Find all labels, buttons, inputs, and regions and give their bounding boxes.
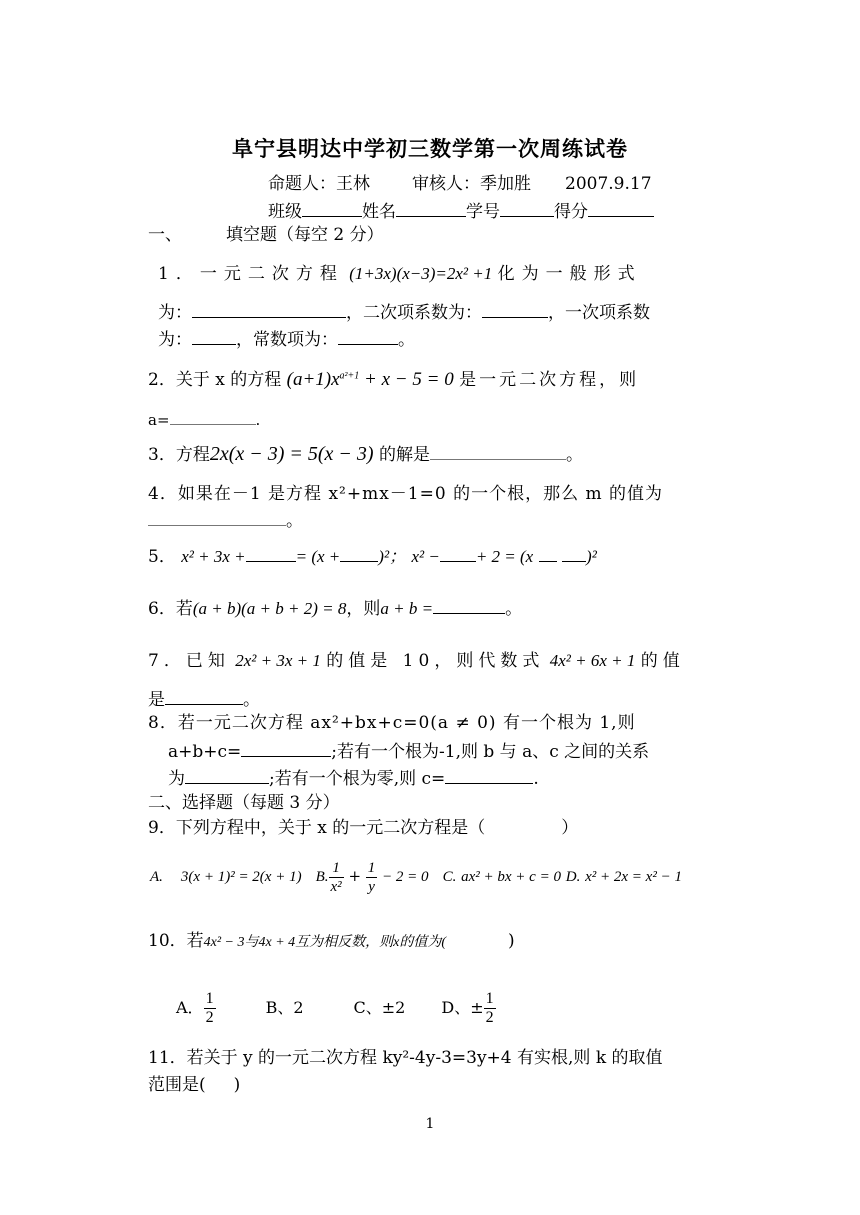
question-2-line-2: a= . [148,408,260,431]
blank-quadratic-coef [482,301,548,318]
question-10-stem: 10．若4x² − 3与4x + 4互为相反数，则x的值为( ) [148,931,515,951]
blank-a-value [170,408,256,425]
section-2-heading: 二、选择题（每题 3 分） [148,793,340,813]
author: 命题人：王林 [268,174,370,194]
question-6: 6．若(a + b)(a + b + 2) = 8，则a + b = 。 [148,599,523,619]
number-blank [500,200,554,217]
name-label: 姓名 [362,202,396,222]
option-b-fraction-2: $\frac{1}{y}$ [367,859,376,895]
class-blank [302,200,362,217]
option-b-fraction-1: $\frac{1}{\text{x²}}$ [330,859,342,895]
question-7-line-2: 是 。 [148,690,260,710]
option-d: x² + 2x = x² − 1 [585,869,682,885]
score-label: 得分 [554,202,588,222]
question-4-line-1: 4．如果在－1 是方程 x²+mx－1=0 的一个根，那么 m 的值为 [148,484,664,504]
blank-solution [430,443,566,460]
page-title: 阜宁县明达中学初三数学第一次周练试卷 [232,136,628,161]
question-4-line-2: 。 [148,509,303,532]
blank-expression-value [165,688,243,705]
question-5: 5． x² + 3x + = (x + )²； x² − + 2 = (x )² [148,547,597,567]
question-11-line-2: 范围是( ) [148,1075,241,1095]
blank-constant [338,328,398,345]
question-1-line-2: 为： ，二次项系数为： ，一次项系数 [158,303,650,323]
question-3: 3．方程2x(x − 3) = 5(x − 3) 的解是 。 [148,443,583,465]
blank-general-form [192,301,346,318]
question-8-line-3: 为 ;若有一个根为零,则 c= . [168,769,539,789]
student-info-line [268,200,654,223]
question-8-line-1: 8．若一元二次方程 ax²+bx+c=0(a ≠ 0) 有一个根为 1,则 [148,713,636,733]
blank-linear-coef [192,328,236,345]
question-9-options: A. 3(x + 1)² = 2(x + 1) B. $\frac{1}{\text{x²}}$ + $\frac{1}{y}$ − 2 = 0 C. ax² + bx + c = 0 D. x² + 2x = x² − 1 [150,859,682,895]
class-label: 班级 [268,202,302,222]
reviewer: 审核人：季加胜 [412,174,531,194]
blank-a-plus-b [433,597,505,614]
question-9-stem: 9．下列方程中，关于 x 的一元二次方程是（ ） [148,818,579,838]
blank-m-value [148,509,286,526]
question-11-line-1: 11．若关于 y 的一元二次方程 ky²-4y-3=3y+4 有实根,则 k 的取值 [148,1048,663,1068]
number-label: 学号 [466,202,500,222]
author-line [268,173,652,195]
name-blank [396,200,466,217]
score-blank [588,200,654,217]
question-1-line-3: 为： ，常数项为： 。 [158,330,415,350]
blank-c-value [445,767,533,784]
option-a-fraction: $\frac{1}{2}$ [205,990,214,1026]
date: 2007.9.17 [565,174,652,194]
page-number: 1 [425,1116,435,1132]
blank-abc-sum [241,740,331,757]
option-d-fraction: $\frac{1}{2}$ [485,990,494,1026]
question-10-options: A． $\frac{1}{2}$ B、2 C、±2 D、± $\frac{1}{2}$ [176,990,494,1026]
question-7-line-1: 7．已知 2x² + 3x + 1 的值是 10，则代数式 4x² + 6x + 1 的值 [148,651,685,671]
question-8-line-2: a+b+c= ;若有一个根为-1,则 b 与 a、c 之间的关系 [168,742,650,762]
section-1-heading: 一、 填空题（每空 2 分） [148,225,384,245]
option-c: ax² + bx + c = 0 [461,869,561,885]
question-2-line-1: 2．关于 x 的方程 $(a+1)x^{a^2+1} + x - 5 = 0$ 是一元二次方程，则 [148,369,640,390]
question-1-line-1: 1．一元二次方程 (1+3x)(x−3)=2x² +1 化为一般形式 [158,264,642,284]
option-a: 3(x + 1)² = 2(x + 1) [180,869,302,885]
blank-relation [185,767,269,784]
